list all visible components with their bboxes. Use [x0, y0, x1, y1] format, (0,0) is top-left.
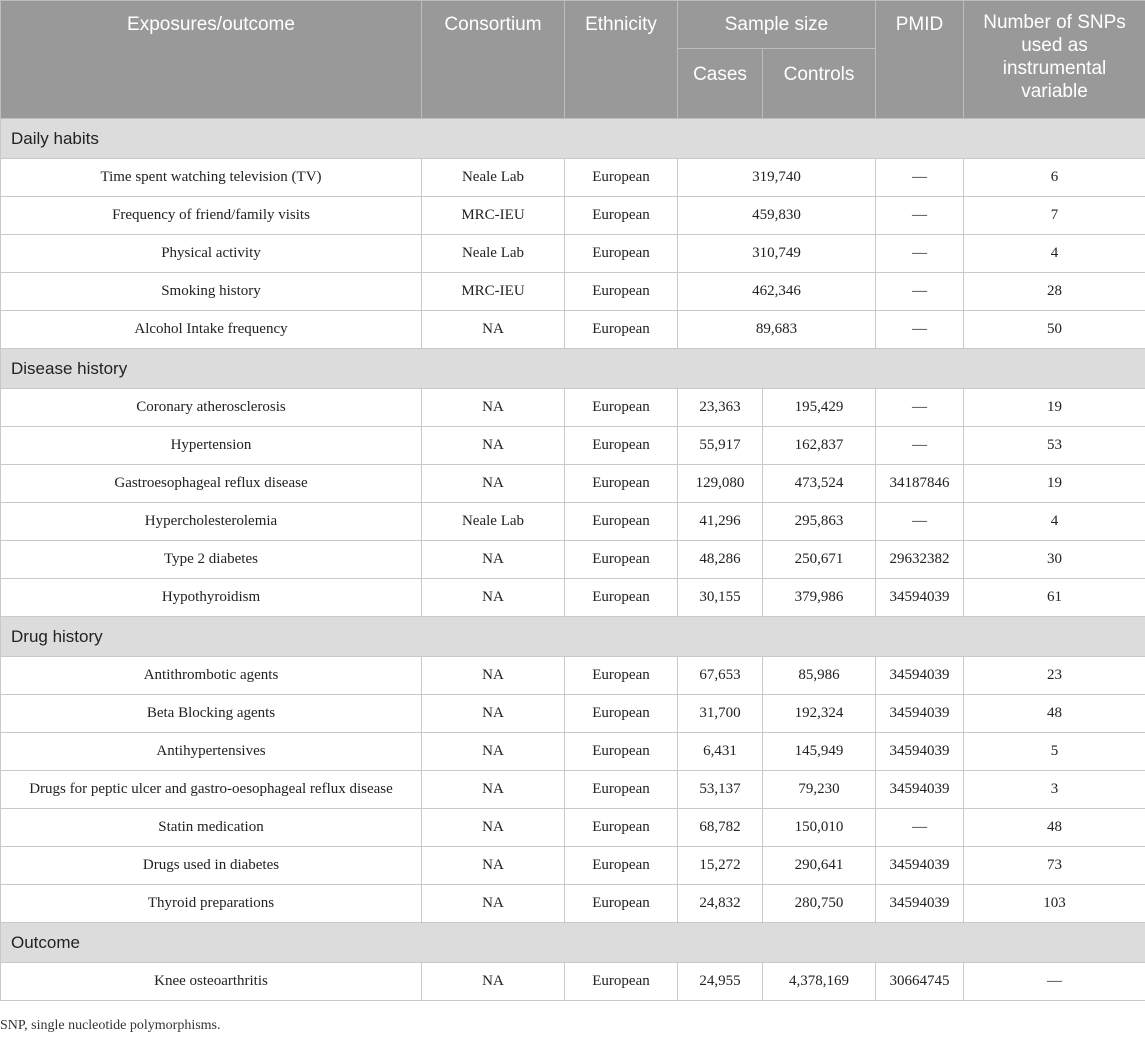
cell-pmid: 34594039 [876, 657, 964, 695]
cell-exposure: Hypothyroidism [1, 579, 422, 617]
cell-snps: 6 [964, 159, 1145, 197]
cell-pmid: 34594039 [876, 885, 964, 923]
table-body [1, 119, 1145, 1001]
table-row [1, 311, 1145, 349]
cell-cases: 24,955 [678, 963, 763, 1001]
cell-controls: 473,524 [763, 465, 876, 503]
cell-pmid: — [876, 311, 964, 349]
table-row [1, 695, 1145, 733]
cell-controls: 162,837 [763, 427, 876, 465]
cell-ethnicity: European [565, 695, 678, 733]
cell-consortium: NA [422, 771, 565, 809]
cell-pmid: — [876, 503, 964, 541]
cell-pmid: 30664745 [876, 963, 964, 1001]
cell-cases: 30,155 [678, 579, 763, 617]
cell-snps: 3 [964, 771, 1145, 809]
cell-controls: 4,378,169 [763, 963, 876, 1001]
table-row [1, 733, 1145, 771]
cell-cases: 15,272 [678, 847, 763, 885]
cell-snps: 19 [964, 389, 1145, 427]
cell-pmid: 29632382 [876, 541, 964, 579]
section-title: Disease history [1, 349, 1145, 389]
section-title: Drug history [1, 617, 1145, 657]
cell-exposure: Antihypertensives [1, 733, 422, 771]
cell-snps: 103 [964, 885, 1145, 923]
cell-ethnicity: European [565, 885, 678, 923]
cell-pmid: — [876, 273, 964, 311]
cell-snps: 4 [964, 503, 1145, 541]
cell-pmid: 34594039 [876, 579, 964, 617]
table-row [1, 579, 1145, 617]
cell-exposure: Thyroid preparations [1, 885, 422, 923]
table-row [1, 809, 1145, 847]
cell-ethnicity: European [565, 389, 678, 427]
cell-exposure: Gastroesophageal reflux disease [1, 465, 422, 503]
cell-consortium: NA [422, 389, 565, 427]
cell-pmid: 34594039 [876, 847, 964, 885]
cell-consortium: NA [422, 809, 565, 847]
cell-cases: 53,137 [678, 771, 763, 809]
cell-snps: 30 [964, 541, 1145, 579]
cell-snps: 5 [964, 733, 1145, 771]
cell-exposure: Antithrombotic agents [1, 657, 422, 695]
table-row [1, 235, 1145, 273]
cell-exposure: Beta Blocking agents [1, 695, 422, 733]
cell-consortium: NA [422, 657, 565, 695]
section-title: Outcome [1, 923, 1145, 963]
cell-controls: 85,986 [763, 657, 876, 695]
cell-cases: 67,653 [678, 657, 763, 695]
cell-ethnicity: European [565, 311, 678, 349]
cell-cases: 6,431 [678, 733, 763, 771]
cell-cases: 41,296 [678, 503, 763, 541]
table-row [1, 465, 1145, 503]
header-sample-size: Sample size [678, 1, 876, 49]
table-header [1, 1, 1145, 119]
cell-consortium: Neale Lab [422, 235, 565, 273]
cell-pmid: — [876, 389, 964, 427]
header-ethnicity: Ethnicity [565, 1, 678, 119]
header-consortium: Consortium [422, 1, 565, 119]
cell-controls: 192,324 [763, 695, 876, 733]
cell-snps: 23 [964, 657, 1145, 695]
cell-ethnicity: European [565, 197, 678, 235]
cell-exposure: Hypercholesterolemia [1, 503, 422, 541]
cell-pmid: 34187846 [876, 465, 964, 503]
cell-snps: 7 [964, 197, 1145, 235]
cell-pmid: 34594039 [876, 695, 964, 733]
cell-cases: 31,700 [678, 695, 763, 733]
cell-controls: 290,641 [763, 847, 876, 885]
cell-controls: 280,750 [763, 885, 876, 923]
cell-ethnicity: European [565, 963, 678, 1001]
cell-ethnicity: European [565, 579, 678, 617]
cell-snps: 73 [964, 847, 1145, 885]
table-row [1, 273, 1145, 311]
cell-exposure: Smoking history [1, 273, 422, 311]
cell-pmid: 34594039 [876, 771, 964, 809]
cell-sample-size: 459,830 [678, 197, 876, 235]
cell-pmid: — [876, 197, 964, 235]
cell-exposure: Physical activity [1, 235, 422, 273]
cell-cases: 23,363 [678, 389, 763, 427]
cell-snps: 50 [964, 311, 1145, 349]
cell-consortium: NA [422, 311, 565, 349]
cell-ethnicity: European [565, 771, 678, 809]
cell-cases: 55,917 [678, 427, 763, 465]
header-snps: Number of SNPs used as instrumental variable [964, 1, 1145, 119]
table-row [1, 847, 1145, 885]
cell-ethnicity: European [565, 733, 678, 771]
table-row [1, 771, 1145, 809]
cell-snps: 61 [964, 579, 1145, 617]
cell-consortium: Neale Lab [422, 503, 565, 541]
table-row [1, 197, 1145, 235]
cell-exposure: Drugs for peptic ulcer and gastro-oesophageal reflux disease [1, 771, 422, 809]
cell-snps: 4 [964, 235, 1145, 273]
cell-cases: 24,832 [678, 885, 763, 923]
table-row [1, 389, 1145, 427]
cell-controls: 150,010 [763, 809, 876, 847]
cell-consortium: Neale Lab [422, 159, 565, 197]
table-row [1, 963, 1145, 1001]
cell-consortium: MRC-IEU [422, 197, 565, 235]
cell-exposure: Alcohol Intake frequency [1, 311, 422, 349]
table-row [1, 541, 1145, 579]
cell-exposure: Frequency of friend/family visits [1, 197, 422, 235]
cell-sample-size: 89,683 [678, 311, 876, 349]
cell-snps: — [964, 963, 1145, 1001]
cell-controls: 250,671 [763, 541, 876, 579]
cell-ethnicity: European [565, 235, 678, 273]
cell-consortium: NA [422, 963, 565, 1001]
header-pmid: PMID [876, 1, 964, 119]
cell-consortium: NA [422, 541, 565, 579]
header-controls: Controls [763, 49, 876, 119]
cell-exposure: Hypertension [1, 427, 422, 465]
cell-snps: 48 [964, 695, 1145, 733]
cell-exposure: Knee osteoarthritis [1, 963, 422, 1001]
cell-controls: 145,949 [763, 733, 876, 771]
cell-cases: 129,080 [678, 465, 763, 503]
cell-controls: 195,429 [763, 389, 876, 427]
cell-ethnicity: European [565, 427, 678, 465]
table-row [1, 159, 1145, 197]
section-row [1, 349, 1145, 389]
cell-snps: 53 [964, 427, 1145, 465]
cell-ethnicity: European [565, 657, 678, 695]
cell-consortium: NA [422, 695, 565, 733]
cell-ethnicity: European [565, 809, 678, 847]
cell-consortium: NA [422, 465, 565, 503]
cell-cases: 48,286 [678, 541, 763, 579]
cell-consortium: MRC-IEU [422, 273, 565, 311]
cell-exposure: Statin medication [1, 809, 422, 847]
table-row [1, 503, 1145, 541]
cell-exposure: Drugs used in diabetes [1, 847, 422, 885]
cell-controls: 295,863 [763, 503, 876, 541]
cell-consortium: NA [422, 885, 565, 923]
cell-cases: 68,782 [678, 809, 763, 847]
section-title: Daily habits [1, 119, 1145, 159]
cell-ethnicity: European [565, 159, 678, 197]
cell-snps: 48 [964, 809, 1145, 847]
header-cases: Cases [678, 49, 763, 119]
cell-snps: 19 [964, 465, 1145, 503]
cell-ethnicity: European [565, 503, 678, 541]
cell-pmid: — [876, 235, 964, 273]
cell-sample-size: 319,740 [678, 159, 876, 197]
header-exposures: Exposures/outcome [1, 1, 422, 119]
table-row [1, 427, 1145, 465]
cell-ethnicity: European [565, 273, 678, 311]
cell-consortium: NA [422, 733, 565, 771]
cell-consortium: NA [422, 847, 565, 885]
cell-exposure: Coronary atherosclerosis [1, 389, 422, 427]
footnote: SNP, single nucleotide polymorphisms. [0, 1018, 221, 1033]
cell-ethnicity: European [565, 541, 678, 579]
table-row [1, 657, 1145, 695]
cell-pmid: 34594039 [876, 733, 964, 771]
table-row [1, 885, 1145, 923]
cell-exposure: Time spent watching television (TV) [1, 159, 422, 197]
cell-snps: 28 [964, 273, 1145, 311]
cell-sample-size: 462,346 [678, 273, 876, 311]
cell-ethnicity: European [565, 847, 678, 885]
section-row [1, 923, 1145, 963]
cell-controls: 79,230 [763, 771, 876, 809]
section-row [1, 119, 1145, 159]
cell-pmid: — [876, 159, 964, 197]
cell-consortium: NA [422, 579, 565, 617]
cell-controls: 379,986 [763, 579, 876, 617]
cell-pmid: — [876, 427, 964, 465]
cell-sample-size: 310,749 [678, 235, 876, 273]
cell-ethnicity: European [565, 465, 678, 503]
section-row [1, 617, 1145, 657]
cell-exposure: Type 2 diabetes [1, 541, 422, 579]
cell-consortium: NA [422, 427, 565, 465]
cell-pmid: — [876, 809, 964, 847]
